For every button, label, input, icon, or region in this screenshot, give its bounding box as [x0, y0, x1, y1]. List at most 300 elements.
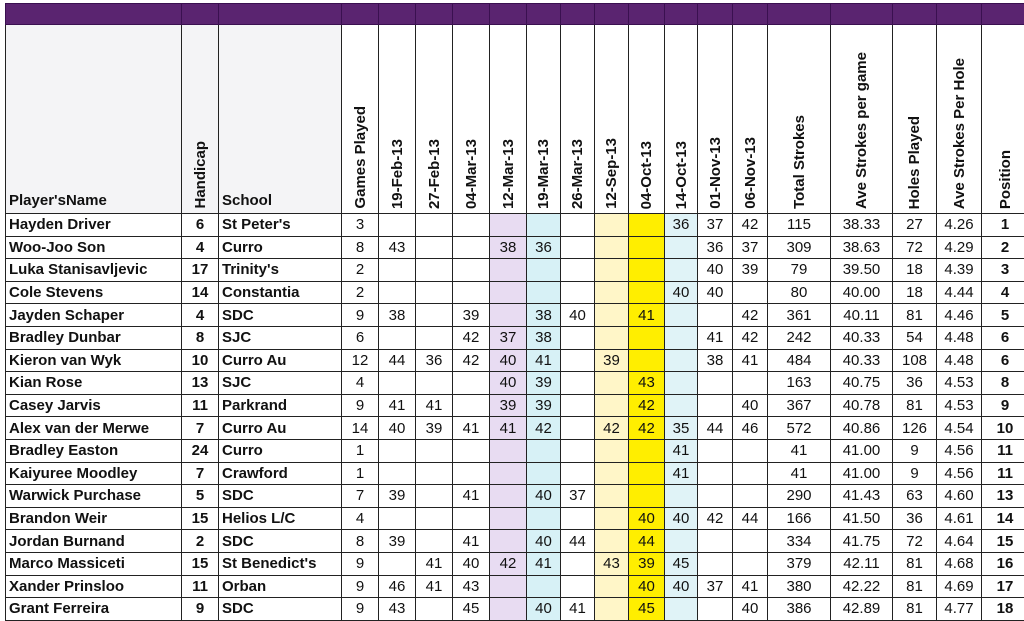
stroke-cell	[561, 439, 595, 462]
table-row	[6, 236, 1024, 259]
ave-strokes-hole-value: 4.54	[937, 417, 982, 440]
holes-played-value: 18	[893, 259, 937, 282]
total-strokes-value: 309	[768, 236, 831, 259]
total-strokes-value: 484	[768, 349, 831, 372]
stroke-cell	[595, 485, 629, 508]
stroke-cell	[733, 485, 768, 508]
handicap-value: 13	[182, 372, 219, 395]
table-row	[6, 552, 1024, 575]
ave-strokes-hole-value: 4.29	[937, 236, 982, 259]
stroke-cell: 38	[527, 304, 561, 327]
stroke-cell	[595, 304, 629, 327]
ave-strokes-hole-value: 4.26	[937, 214, 982, 237]
stroke-cell: 37	[490, 326, 527, 349]
column-headers	[6, 25, 1024, 214]
stroke-cell: 42	[698, 507, 733, 530]
stroke-cell: 42	[733, 326, 768, 349]
position-value: 10	[982, 417, 1024, 440]
stroke-cell: 46	[379, 575, 416, 598]
games-played-value: 8	[342, 236, 379, 259]
stroke-cell	[561, 394, 595, 417]
games-played-value: 2	[342, 281, 379, 304]
stroke-cell	[490, 281, 527, 304]
holes-played-value: 9	[893, 462, 937, 485]
ave-strokes-game-value: 38.63	[831, 236, 893, 259]
stroke-cell	[379, 462, 416, 485]
stroke-cell	[595, 575, 629, 598]
stroke-cell: 38	[698, 349, 733, 372]
school-value: Curro	[219, 439, 342, 462]
player-name: Woo-Joo Son	[6, 236, 182, 259]
header-date-14oct: 14-Oct-13	[665, 25, 698, 214]
ave-strokes-game-value: 42.22	[831, 575, 893, 598]
stroke-cell	[629, 326, 665, 349]
stroke-cell	[490, 439, 527, 462]
table-row	[6, 259, 1024, 282]
stroke-cell	[561, 372, 595, 395]
stroke-cell: 41	[665, 439, 698, 462]
stroke-cell	[490, 575, 527, 598]
stroke-cell: 45	[453, 598, 490, 621]
table-row	[6, 575, 1024, 598]
ave-strokes-game-value: 40.11	[831, 304, 893, 327]
position-value: 13	[982, 485, 1024, 508]
stroke-cell	[665, 530, 698, 553]
stroke-cell: 44	[698, 417, 733, 440]
player-name: Hayden Driver	[6, 214, 182, 237]
holes-played-value: 18	[893, 281, 937, 304]
stroke-cell: 42	[629, 394, 665, 417]
stroke-cell	[629, 281, 665, 304]
stroke-cell	[561, 552, 595, 575]
games-played-value: 7	[342, 485, 379, 508]
total-strokes-value: 163	[768, 372, 831, 395]
total-strokes-value: 79	[768, 259, 831, 282]
stroke-cell: 41	[665, 462, 698, 485]
ave-strokes-game-value: 40.00	[831, 281, 893, 304]
stroke-cell: 41	[416, 552, 453, 575]
stroke-cell	[416, 372, 453, 395]
stroke-cell	[595, 326, 629, 349]
header-total-strokes: Total Strokes	[768, 25, 831, 214]
stroke-cell	[665, 304, 698, 327]
player-name: Kian Rose	[6, 372, 182, 395]
stroke-cell	[490, 530, 527, 553]
stroke-cell: 44	[733, 507, 768, 530]
table-row	[6, 214, 1024, 237]
position-value: 8	[982, 372, 1024, 395]
handicap-value: 4	[182, 236, 219, 259]
holes-played-value: 54	[893, 326, 937, 349]
school-value: Trinity's	[219, 259, 342, 282]
stroke-cell: 40	[527, 485, 561, 508]
school-value: St Peter's	[219, 214, 342, 237]
stroke-cell	[698, 552, 733, 575]
stroke-cell: 37	[561, 485, 595, 508]
stroke-cell	[698, 439, 733, 462]
games-played-value: 3	[342, 214, 379, 237]
stroke-cell	[416, 530, 453, 553]
table-row	[6, 394, 1024, 417]
stroke-cell	[416, 259, 453, 282]
player-name: Alex van der Merwe	[6, 417, 182, 440]
player-name: Marco Massiceti	[6, 552, 182, 575]
stroke-cell	[595, 214, 629, 237]
school-value: Curro Au	[219, 417, 342, 440]
stroke-cell	[379, 281, 416, 304]
handicap-value: 14	[182, 281, 219, 304]
holes-played-value: 81	[893, 304, 937, 327]
header-school: School	[219, 25, 342, 214]
stroke-cell	[561, 349, 595, 372]
header-date-26mar: 26-Mar-13	[561, 25, 595, 214]
stroke-cell	[416, 462, 453, 485]
header-date-04mar: 04-Mar-13	[453, 25, 490, 214]
handicap-value: 7	[182, 417, 219, 440]
stroke-cell: 39	[629, 552, 665, 575]
stroke-cell	[595, 530, 629, 553]
stroke-cell: 44	[629, 530, 665, 553]
stroke-cell: 42	[629, 417, 665, 440]
holes-played-value: 27	[893, 214, 937, 237]
stroke-cell	[595, 598, 629, 621]
player-name: Kieron van Wyk	[6, 349, 182, 372]
stroke-cell	[561, 417, 595, 440]
stroke-cell	[453, 462, 490, 485]
games-played-value: 9	[342, 552, 379, 575]
handicap-value: 9	[182, 598, 219, 621]
stroke-cell: 40	[490, 349, 527, 372]
stroke-cell	[733, 462, 768, 485]
stroke-cell	[490, 462, 527, 485]
handicap-value: 15	[182, 552, 219, 575]
stroke-cell: 42	[453, 349, 490, 372]
stroke-cell: 41	[561, 598, 595, 621]
stroke-cell: 40	[453, 552, 490, 575]
stroke-cell: 39	[527, 394, 561, 417]
stroke-cell: 35	[665, 417, 698, 440]
handicap-value: 17	[182, 259, 219, 282]
stroke-cell: 40	[698, 259, 733, 282]
school-value: Constantia	[219, 281, 342, 304]
holes-played-value: 81	[893, 598, 937, 621]
position-value: 11	[982, 439, 1024, 462]
stroke-cell	[416, 236, 453, 259]
stroke-cell	[698, 304, 733, 327]
stroke-cell	[453, 439, 490, 462]
stroke-cell: 39	[595, 349, 629, 372]
position-value: 16	[982, 552, 1024, 575]
stroke-cell	[733, 530, 768, 553]
stroke-cell	[595, 372, 629, 395]
ave-strokes-hole-value: 4.64	[937, 530, 982, 553]
player-name: Kaiyuree Moodley	[6, 462, 182, 485]
stroke-cell: 39	[416, 417, 453, 440]
position-value: 11	[982, 462, 1024, 485]
stroke-cell	[665, 236, 698, 259]
ave-strokes-hole-value: 4.48	[937, 326, 982, 349]
school-value: SJC	[219, 326, 342, 349]
stroke-cell: 36	[527, 236, 561, 259]
stroke-cell: 41	[453, 530, 490, 553]
ave-strokes-game-value: 41.43	[831, 485, 893, 508]
stroke-cell: 37	[733, 236, 768, 259]
ave-strokes-game-value: 40.33	[831, 326, 893, 349]
total-strokes-value: 386	[768, 598, 831, 621]
player-name: Casey Jarvis	[6, 394, 182, 417]
stroke-cell	[665, 259, 698, 282]
stroke-cell: 36	[416, 349, 453, 372]
stroke-cell	[629, 214, 665, 237]
handicap-value: 4	[182, 304, 219, 327]
stroke-cell	[416, 304, 453, 327]
school-value: SJC	[219, 372, 342, 395]
stroke-cell: 40	[665, 281, 698, 304]
holes-played-value: 126	[893, 417, 937, 440]
stroke-cell: 40	[665, 507, 698, 530]
stroke-cell: 40	[561, 304, 595, 327]
position-value: 1	[982, 214, 1024, 237]
table-row	[6, 372, 1024, 395]
ave-strokes-game-value: 40.78	[831, 394, 893, 417]
school-value: Helios L/C	[219, 507, 342, 530]
stroke-cell	[698, 462, 733, 485]
ave-strokes-game-value: 41.00	[831, 439, 893, 462]
stroke-cell: 41	[527, 552, 561, 575]
stroke-cell: 38	[527, 326, 561, 349]
handicap-value: 8	[182, 326, 219, 349]
stroke-cell	[490, 304, 527, 327]
stroke-cell	[379, 326, 416, 349]
header-ave-strokes-game: Ave Strokes per game	[831, 25, 893, 214]
stroke-cell	[527, 462, 561, 485]
header-date-19feb: 19-Feb-13	[379, 25, 416, 214]
stroke-cell	[453, 236, 490, 259]
ave-strokes-hole-value: 4.53	[937, 394, 982, 417]
stroke-cell	[733, 281, 768, 304]
stroke-cell	[698, 598, 733, 621]
holes-played-value: 63	[893, 485, 937, 508]
header-band	[6, 4, 1024, 25]
header-holes-played: Holes Played	[893, 25, 937, 214]
ave-strokes-hole-value: 4.39	[937, 259, 982, 282]
games-played-value: 4	[342, 507, 379, 530]
stroke-cell	[665, 394, 698, 417]
stroke-cell	[561, 214, 595, 237]
table-row	[6, 417, 1024, 440]
player-name: Jordan Burnand	[6, 530, 182, 553]
stroke-cell: 43	[595, 552, 629, 575]
header-handicap: Handicap	[182, 25, 219, 214]
games-played-value: 9	[342, 304, 379, 327]
games-played-value: 9	[342, 394, 379, 417]
stroke-cell: 41	[698, 326, 733, 349]
stroke-cell: 44	[561, 530, 595, 553]
total-strokes-value: 367	[768, 394, 831, 417]
player-name: Jayden Schaper	[6, 304, 182, 327]
stroke-cell: 45	[665, 552, 698, 575]
holes-played-value: 81	[893, 552, 937, 575]
stroke-cell: 46	[733, 417, 768, 440]
stroke-cell: 42	[733, 304, 768, 327]
position-value: 3	[982, 259, 1024, 282]
table-row	[6, 304, 1024, 327]
stroke-cell	[490, 259, 527, 282]
games-played-value: 6	[342, 326, 379, 349]
games-played-value: 9	[342, 598, 379, 621]
handicap-value: 7	[182, 462, 219, 485]
player-name: Bradley Easton	[6, 439, 182, 462]
player-name: Luka Stanisavljevic	[6, 259, 182, 282]
stroke-cell	[453, 259, 490, 282]
stroke-cell	[379, 439, 416, 462]
total-strokes-value: 41	[768, 439, 831, 462]
header-date-01nov: 01-Nov-13	[698, 25, 733, 214]
total-strokes-value: 334	[768, 530, 831, 553]
stroke-cell: 42	[490, 552, 527, 575]
stroke-cell: 43	[379, 236, 416, 259]
stroke-cell	[379, 372, 416, 395]
total-strokes-value: 80	[768, 281, 831, 304]
school-value: Orban	[219, 575, 342, 598]
handicap-value: 2	[182, 530, 219, 553]
games-played-value: 12	[342, 349, 379, 372]
handicap-value: 24	[182, 439, 219, 462]
ave-strokes-hole-value: 4.56	[937, 439, 982, 462]
stroke-cell: 42	[453, 326, 490, 349]
stroke-cell	[665, 598, 698, 621]
games-played-value: 2	[342, 259, 379, 282]
stroke-cell	[527, 439, 561, 462]
position-value: 6	[982, 349, 1024, 372]
total-strokes-value: 380	[768, 575, 831, 598]
stroke-cell: 40	[629, 507, 665, 530]
ave-strokes-hole-value: 4.46	[937, 304, 982, 327]
ave-strokes-hole-value: 4.44	[937, 281, 982, 304]
stroke-cell	[527, 507, 561, 530]
stroke-cell: 45	[629, 598, 665, 621]
header-ave-strokes-hole: Ave Strokes Per Hole	[937, 25, 982, 214]
stroke-cell: 42	[595, 417, 629, 440]
stroke-cell: 42	[527, 417, 561, 440]
stroke-cell: 43	[453, 575, 490, 598]
stroke-cell	[665, 349, 698, 372]
table-row	[6, 530, 1024, 553]
position-value: 5	[982, 304, 1024, 327]
stroke-cell	[665, 326, 698, 349]
stroke-cell	[379, 552, 416, 575]
stroke-cell: 36	[665, 214, 698, 237]
school-value: Curro	[219, 236, 342, 259]
stroke-cell: 40	[527, 598, 561, 621]
stroke-cell	[561, 281, 595, 304]
ave-strokes-hole-value: 4.69	[937, 575, 982, 598]
stroke-cell	[629, 485, 665, 508]
stroke-cell: 41	[527, 349, 561, 372]
stroke-cell	[698, 530, 733, 553]
stroke-cell: 43	[629, 372, 665, 395]
stroke-cell	[416, 507, 453, 530]
header-position: Position	[982, 25, 1024, 214]
stroke-cell: 41	[416, 394, 453, 417]
holes-played-value: 72	[893, 236, 937, 259]
stroke-cell	[561, 236, 595, 259]
handicap-value: 11	[182, 575, 219, 598]
holes-played-value: 72	[893, 530, 937, 553]
ave-strokes-game-value: 41.50	[831, 507, 893, 530]
total-strokes-value: 290	[768, 485, 831, 508]
stroke-cell: 40	[733, 394, 768, 417]
stroke-cell: 39	[379, 485, 416, 508]
school-value: SDC	[219, 598, 342, 621]
stroke-cell	[595, 507, 629, 530]
table-row	[6, 326, 1024, 349]
games-played-value: 9	[342, 575, 379, 598]
school-value: Crawford	[219, 462, 342, 485]
games-played-value: 1	[342, 462, 379, 485]
position-value: 14	[982, 507, 1024, 530]
player-name: Xander Prinsloo	[6, 575, 182, 598]
stroke-cell	[453, 214, 490, 237]
leaderboard-table	[5, 3, 1024, 621]
stroke-cell	[561, 575, 595, 598]
player-name: Grant Ferreira	[6, 598, 182, 621]
stroke-cell: 44	[379, 349, 416, 372]
stroke-cell	[379, 507, 416, 530]
stroke-cell: 41	[490, 417, 527, 440]
stroke-cell: 41	[629, 304, 665, 327]
position-value: 18	[982, 598, 1024, 621]
position-value: 6	[982, 326, 1024, 349]
player-name: Brandon Weir	[6, 507, 182, 530]
school-value: SDC	[219, 485, 342, 508]
stroke-cell: 39	[733, 259, 768, 282]
stroke-cell	[453, 394, 490, 417]
holes-played-value: 108	[893, 349, 937, 372]
ave-strokes-game-value: 40.33	[831, 349, 893, 372]
stroke-cell	[527, 281, 561, 304]
total-strokes-value: 379	[768, 552, 831, 575]
school-value: Parkrand	[219, 394, 342, 417]
stroke-cell	[629, 439, 665, 462]
ave-strokes-game-value: 38.33	[831, 214, 893, 237]
ave-strokes-hole-value: 4.77	[937, 598, 982, 621]
stroke-cell	[416, 439, 453, 462]
school-value: St Benedict's	[219, 552, 342, 575]
stroke-cell	[561, 259, 595, 282]
stroke-cell	[698, 485, 733, 508]
ave-strokes-hole-value: 4.53	[937, 372, 982, 395]
stroke-cell	[595, 394, 629, 417]
ave-strokes-game-value: 39.50	[831, 259, 893, 282]
ave-strokes-hole-value: 4.68	[937, 552, 982, 575]
position-value: 4	[982, 281, 1024, 304]
table-row	[6, 507, 1024, 530]
header-date-12mar: 12-Mar-13	[490, 25, 527, 214]
stroke-cell	[665, 372, 698, 395]
header-date-19mar: 19-Mar-13	[527, 25, 561, 214]
player-name: Cole Stevens	[6, 281, 182, 304]
school-value: Curro Au	[219, 349, 342, 372]
stroke-cell: 40	[698, 281, 733, 304]
holes-played-value: 36	[893, 372, 937, 395]
stroke-cell: 39	[379, 530, 416, 553]
handicap-value: 5	[182, 485, 219, 508]
header-date-27feb: 27-Feb-13	[416, 25, 453, 214]
holes-played-value: 81	[893, 394, 937, 417]
stroke-cell	[595, 259, 629, 282]
stroke-cell: 40	[665, 575, 698, 598]
